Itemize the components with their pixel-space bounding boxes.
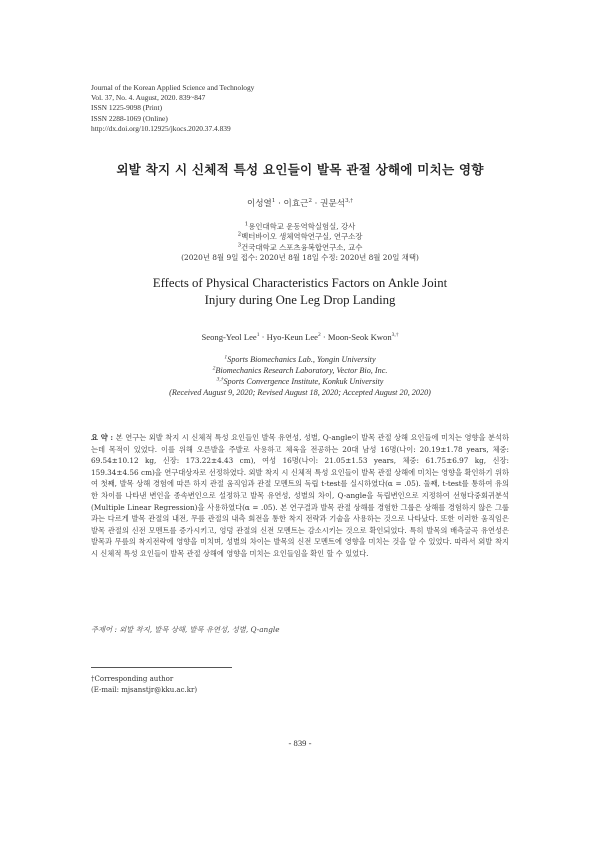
abstract-text: 본 연구는 외발 착지 시 신체적 특성 요인들인 발목 유연성, 성별, Q-angle이 발목 관절 상해 요인들에 미치는 영향을 분석하는데 목적이 있었다. 이를 위해 오른발을 주발로 사용하고 체육을 전공하는 20대 남성 16명(나이: 20.19±1.78 years, 체중: 69.54±10.12 kg, 신장: 173.22±4.43 cm), 여성 16명(나이: 21.05±1.53 years, 체중: 61.75±6.97 kg, 신장: 159.34±4.56 cm)을 연구대상자로 선정하였다. 외발 착지 시 신체적 특성 요인들이 발목 관절 상해에 미치는 영향을 확인하기 위하여 첫째, 발목 상해 경험에 따른 하지 관절 움직임과 관절 모멘트의 독립 t-test를 실시하였다(α = .05). 둘째, t-test를 통하여 유의한 차이를 나타낸 변인을 종속변인으로 설정하고 발목 유연성, 성별의 차이, Q-angle을 독립변인으로 지정하여 선형다중회귀분석(Multiple Linear Regression)을 사용하였다(α = .05). 본 연구결과 발목 관절 상해를 경험한 그룹은 상해를 경험하지 않은 그룹과는 다르게 발목 관절의 내전, 무릎 관절의 내측 회전을 통한 착지 전략과 기술을 사용하는 것으로 나타났다. 또한 이러한 움직임은 발목 관절의 신전 모멘트를 증가시키고, 엉덩 관절의 신전 모멘트는 감소시키는 것으로 확인되었다. 특히 발목의 배측굴곡 유연성은 발목과 무릎의 착지전략에 영향을 미치며, 성별의 차이는 발목의 신전 모멘트에 영향을 미치는 것을 알 수 있었다. 따라서 외발 착지 시 신체적 특성 요인들이 발목 관절 상해에 영향을 미치는 요인들임을 확인 할 수 있었다. — [91, 433, 510, 558]
english-title-line: Injury during One Leg Drop Landing — [204, 292, 396, 307]
english-title — [0, 275, 600, 308]
english-dates: (Received August 9, 2020; Revised August 18, 2020; Accepted August 20, 2020) — [169, 388, 431, 397]
affiliation-line — [0, 243, 600, 253]
doi-link[interactable]: http://dx.doi.org/10.12925/jkocs.2020.37.4.839 — [91, 123, 231, 133]
korean-dates: (2020년 8월 9일 접수: 2020년 8월 18일 수정: 2020년 8월 20일 채택) — [181, 253, 419, 263]
journal-volume: Vol. 37, No. 4. August, 2020. 839~847 — [91, 93, 206, 103]
author-sup: 3,† — [391, 332, 399, 339]
affiliation-text: Biomechanics Research Laboratory, Vector Bio, Inc. — [215, 366, 388, 375]
author-name: 이효근 — [283, 199, 309, 209]
author-separator: · — [320, 332, 328, 342]
author-name: 권문석 — [320, 199, 346, 209]
author-sup: 1 — [271, 198, 276, 205]
english-affiliations — [0, 354, 600, 398]
issn-print: ISSN 1225-9098 (Print) — [91, 103, 163, 113]
affiliation-text: 건국대학교 스포츠융복합연구소, 교수 — [241, 242, 363, 252]
affiliation-sup: 1 — [244, 221, 249, 228]
affiliation-line — [0, 222, 600, 232]
issn-online: ISSN 2288-1069 (Online) — [91, 113, 168, 123]
author-name: Hyo-Keun Lee — [266, 332, 318, 342]
author-sup: 3,† — [345, 198, 354, 205]
korean-affiliations — [0, 222, 600, 264]
affiliation-sup: 3 — [237, 242, 242, 249]
corresponding-email: (E-mail: mjsanstjr@kku.ac.kr) — [91, 686, 198, 694]
affiliation-sup: 2 — [212, 365, 216, 372]
affiliation-text: Sports Convergence Institute, Konkuk University — [223, 377, 384, 386]
affiliation-line — [0, 232, 600, 242]
author-sup: 2 — [308, 198, 312, 205]
english-authors — [0, 332, 600, 342]
english-title-line: Effects of Physical Characteristics Factors on Ankle Joint — [152, 276, 448, 290]
affiliation-sup: 1 — [224, 354, 228, 361]
affiliation-line — [0, 354, 600, 365]
footnote — [91, 674, 197, 696]
author-separator: · — [275, 199, 284, 209]
journal-info — [91, 83, 254, 134]
author-name: Moon-Seok Kwon — [327, 332, 392, 342]
page-number: - 839 - — [288, 738, 312, 748]
author-sup: 2 — [317, 332, 321, 339]
author-name: Seong-Yeol Lee — [201, 332, 257, 342]
journal-name: Journal of the Korean Applied Science and Technology — [91, 83, 255, 92]
keywords: 주제어 : 외발 착지, 발목 상해, 발목 유연성, 성별, Q-angle — [91, 625, 280, 634]
affiliation-line — [0, 365, 600, 376]
corresponding-author: †Corresponding author — [91, 675, 174, 683]
footnote-divider — [91, 667, 232, 668]
author-name: 이성열 — [246, 199, 272, 209]
abstract-label: 요 약 : — [91, 433, 116, 442]
abstract — [91, 432, 509, 560]
affiliation-sup: 2 — [237, 231, 242, 238]
korean-authors — [0, 197, 600, 209]
affiliation-text: 벡터바이오 생체역학연구실, 연구소장 — [241, 232, 363, 242]
affiliation-sup: 3,† — [216, 376, 224, 383]
korean-title: 외발 착지 시 신체적 특성 요인들이 발목 관절 상해에 미치는 영향 — [116, 162, 484, 177]
author-separator: · — [311, 199, 321, 209]
affiliation-line — [0, 376, 600, 387]
author-sup: 1 — [256, 332, 260, 339]
affiliation-text: Sports Biomechanics Lab., Yongin University — [227, 355, 376, 364]
affiliation-text: 용인대학교 운동역학실험실, 강사 — [248, 222, 356, 231]
author-separator: · — [259, 332, 267, 342]
